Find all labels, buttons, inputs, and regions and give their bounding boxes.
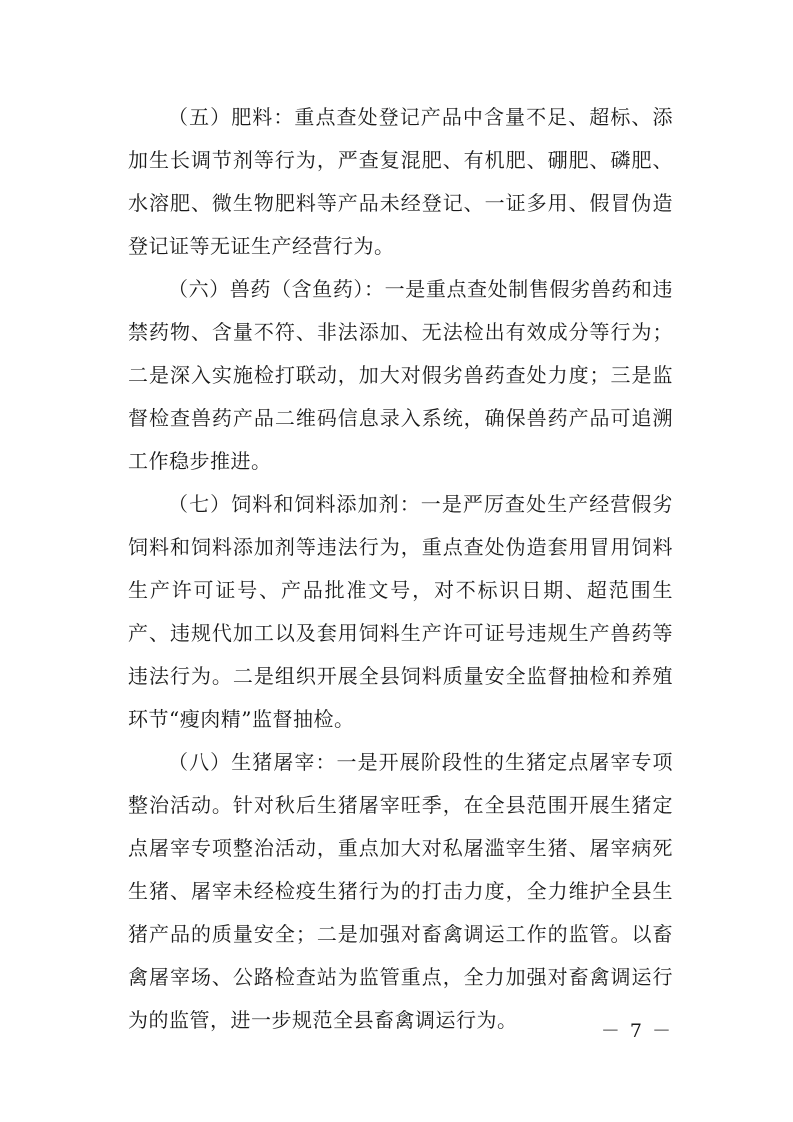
paragraph-feed-additives: （七）饲料和饲料添加剂：一是严厉查处生产经营假劣饲料和饲料添加剂等违法行为，重点查处伪造套用冒用饲料生产许可证号、产品批准文号，对不标识日期、超范围生产、违规代加工以及套用饲料生产许可证号违规生产兽药等违法行为。二是组织开展全县饲料质量安全监督抽检和养殖环节“瘦肉精”监督抽检。 <box>128 492 673 731</box>
paragraph-pig-slaughter: （八）生猪屠宰：一是开展阶段性的生猪定点屠宰专项整治活动。针对秋后生猪屠宰旺季，在全县范围开展生猪定点屠宰专项整治活动，重点加大对私屠滥宰生猪、屠宰病死生猪、屠宰未经检疫生猪行为的打击力度，全力维护全县生猪产品的质量安全；二是加强对畜禽调运工作的监管。以畜禽屠宰场、公路检查站为监管重点，全力加强对畜禽调运行为的监管，进一步规范全县畜禽调运行为。 <box>128 750 673 1032</box>
paragraph-fertilizer: （五）肥料：重点查处登记产品中含量不足、超标、添加生长调节剂等行为，严查复混肥、有机肥、硼肥、磷肥、水溶肥、微生物肥料等产品未经登记、一证多用、假冒伪造登记证等无证生产经营行为。 <box>128 105 673 258</box>
document-body <box>128 96 673 1042</box>
paragraph-veterinary-drugs: （六）兽药（含鱼药）：一是重点查处制售假劣兽药和违禁药物、含量不符、非法添加、无法检出有效成分等行为；二是深入实施检打联动，加大对假劣兽药查处力度；三是监督检查兽药产品二维码信息录入系统，确保兽药产品可追溯工作稳步推进。 <box>128 277 673 473</box>
page-number: － 7 － <box>600 1020 673 1042</box>
